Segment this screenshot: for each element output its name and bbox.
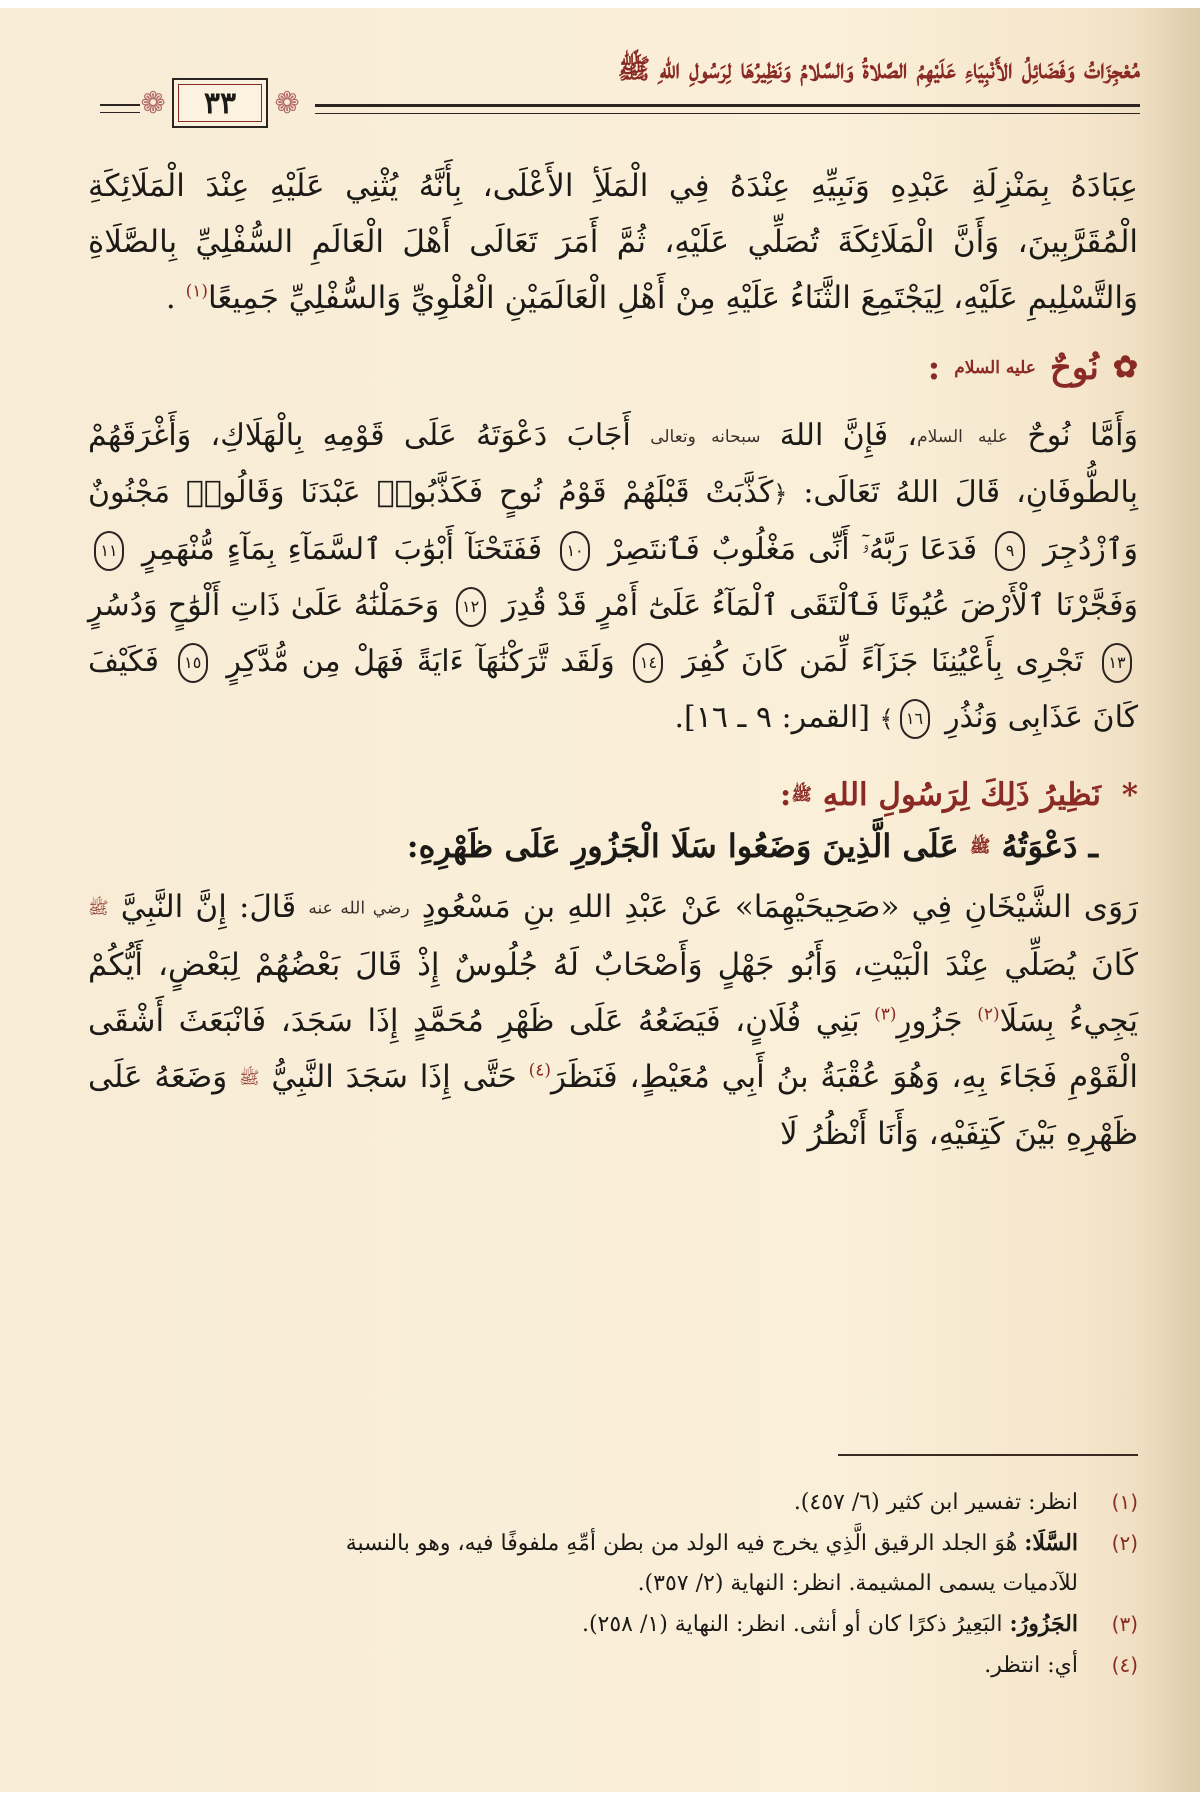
footnote-number: (٢) <box>1111 1531 1138 1555</box>
intro-paragraph <box>88 158 1138 326</box>
floral-ornament-icon: ❁ <box>274 85 300 121</box>
footnotes <box>88 1482 1138 1686</box>
narration-text: قَالَ: إِنَّ النَّبِيَّ <box>120 889 297 925</box>
honorific-glyph: عليه السلام <box>954 358 1036 378</box>
verse-text: وَحَمَلْنَٰهُ عَلَىٰ ذَاتِ أَلْوَٰحٍ وَدُسُرٍ <box>88 588 440 623</box>
section-heading-nuh <box>88 348 1138 388</box>
footnote-ref-1[interactable]: (١) <box>185 281 209 302</box>
verse-text: فَدَعَا رَبَّهُۥٓ أَنِّى مَغْلُوبٌ فَٱنتَصِرْ <box>607 532 978 567</box>
floral-ornament-icon: ❁ <box>140 85 166 121</box>
honorific-glyph: رضي الله عنه <box>308 898 410 919</box>
verse-text: وَلَقَد تَّرَكْنَٰهَآ ءَايَةً فَهَلْ مِن مُّدَّكِرٍ <box>226 644 615 679</box>
page-number-frame <box>172 78 268 128</box>
ayah-number-marker: ١١ <box>94 531 124 571</box>
book-page <box>0 8 1200 1792</box>
footnote-separator <box>838 1454 1138 1456</box>
running-header-title: مُعْجِزَاتُ وَفَضَائِلُ الأَنْبِيَاءِ عَلَيْهِمُ الصَّلاةُ وَالسَّلامُ وَنَظِيرُهَا لِرَسُولِ اللهِ ﷺ <box>617 54 1140 85</box>
parallel-subheading <box>88 827 1098 865</box>
nuh-text-2: ، فَإِنَّ اللهَ <box>779 418 918 453</box>
subheading-text-1: دَعْوَتُهُ <box>1001 827 1078 865</box>
narration-text: رَوَى الشَّيْخَانِ فِي «صَحِيحَيْهِمَا» عَنْ عَبْدِ اللهِ بنِ مَسْعُودٍ <box>421 889 1139 925</box>
header-rule <box>315 104 1140 114</box>
footnote-number: (٣) <box>1111 1612 1138 1636</box>
narration-text: جَزُورِ <box>896 1002 963 1039</box>
nuh-paragraph <box>88 408 1138 747</box>
parallel-heading <box>88 777 1138 813</box>
footnote-2 <box>88 1523 1138 1564</box>
parallel-heading-text: نَظِيرُ ذَلِكَ لِرَسُولِ اللهِ <box>822 777 1101 813</box>
honorific-glyph: ﷺ <box>239 1068 260 1088</box>
verse-text: وَفَجَّرْنَا ٱلْأَرْضَ عُيُونًا فَٱلْتَقَى ٱلْمَآءُ عَلَىٰٓ أَمْرٍ قَدْ قُدِرَ <box>501 588 1138 623</box>
honorific-glyph: ﷺ <box>969 837 991 857</box>
page-gutter-shadow <box>1140 8 1200 1792</box>
parallel-heading-colon: : <box>779 777 792 813</box>
subheading-text-2: عَلَى الَّذِينَ وَضَعُوا سَلَا الْجَزُورِ عَلَى ظَهْرِهِ: <box>406 827 959 865</box>
quran-close-bracket: ﴾ <box>879 705 894 733</box>
quran-open-bracket: ﴿ <box>773 480 788 508</box>
nuh-text-3: أَجَابَ دَعْوَتَهُ عَلَى قَوْمِهِ بِالْهَلَاكِ، وَأَغْرَقَهُمْ بِالطُّوفَانِ، قَالَ اللهُ تَعَالَى: <box>88 418 1138 510</box>
footnote-4 <box>88 1645 1138 1686</box>
quran-citation: [القمر: ٩ ـ ١٦]. <box>674 700 870 735</box>
ayah-number-marker: ١٠ <box>560 531 590 571</box>
narration-text: بَنِي فُلَانٍ، فَيَضَعُهُ عَلَى ظَهْرِ مُحَمَّدٍ إِذَا سَجَدَ، فَانْبَعَثَ أَشْقَى الْقَوْمِ فَجَاءَ بِهِ، وَهُوَ عُقْبَةُ بنُ أَبِي مُعَيْطٍ، فَنَظَرَ <box>88 1002 1139 1095</box>
footnote-3 <box>88 1604 1138 1645</box>
honorific-glyph: ﷺ <box>88 898 109 919</box>
footnote-ref-2[interactable]: (٢) <box>977 1004 1000 1025</box>
main-text <box>88 158 1138 1162</box>
footnote-2-continuation: للآدميات يسمى المشيمة. انظر: النهاية (٢/ ٣٥٧). <box>637 1571 1078 1596</box>
honorific-glyph: ﷺ <box>791 785 812 805</box>
dash-bullet: ـ <box>1088 827 1098 865</box>
verse-text: كَذَّبَتْ قَبْلَهُمْ قَوْمُ نُوحٍ فَكَذَّبُوا۟ عَبْدَنَا وَقَالُوا۟ مَجْنُونٌ وَٱزْدُجِرَ <box>88 475 1138 567</box>
star-bullet-icon: * <box>1121 777 1138 813</box>
narration-text: وَضَعَهُ عَلَى ظَهْرِهِ بَيْنَ كَتِفَيْهِ، وَأَنَا أَنْظُرُ لَا <box>88 1058 1138 1152</box>
ayah-number-marker: ١٤ <box>633 643 663 683</box>
page-number: ٣٣ <box>203 85 237 121</box>
footnote-ref-3[interactable]: (٣) <box>874 1004 897 1025</box>
verse-text: فَفَتَحْنَآ أَبْوَٰبَ ٱلسَّمَآءِ بِمَآءٍ مُّنْهَمِرٍ <box>141 532 543 567</box>
nuh-text-1: وَأَمَّا نُوحٌ <box>1027 418 1138 453</box>
intro-end: . <box>165 280 176 316</box>
footnote-1 <box>88 1482 1138 1523</box>
ayah-number-marker: ١٢ <box>456 587 486 627</box>
header-rule-left <box>100 104 140 113</box>
section-heading-colon: : <box>927 348 941 388</box>
flower-bullet-icon: ✿ <box>1112 350 1138 385</box>
honorific-glyph: سبحانه وتعالى <box>650 427 761 447</box>
ayah-number-marker: ٩ <box>995 531 1025 571</box>
footnote-text: أي: انتظر. <box>984 1653 1078 1678</box>
verse-text: فَكَيْفَ كَانَ عَذَابِى وَنُذُرِ <box>88 644 1138 735</box>
section-heading-text: نُوحٌ <box>1049 348 1099 388</box>
footnote-number: (٤) <box>1111 1653 1138 1677</box>
ayah-number-marker: ١٣ <box>1102 643 1132 683</box>
footnote-text: السَّلَا: هُوَ الجلد الرقيق الَّذِي يخرج فيه الولد من بطن أمِّهِ ملفوفًا فيه، وهو بالنسبة <box>345 1530 1078 1556</box>
narration-paragraph <box>88 879 1138 1162</box>
narration-text: حَتَّى إِذَا سَجَدَ النَّبِيُّ <box>271 1058 517 1095</box>
narration-text: كَانَ يُصَلِّي عِنْدَ الْبَيْتِ، وَأَبُو جَهْلٍ وَأَصْحَابٌ لَهُ جُلُوسٌ إِذْ قَالَ بَعْضُهُمْ لِبَعْضٍ، أَيُّكُمْ يَجِيءُ بِسَلَا <box>88 946 1139 1039</box>
footnote-text: انظر: تفسير ابن كثير (٦/ ٤٥٧). <box>793 1490 1078 1515</box>
footnote-ref-4[interactable]: (٤) <box>528 1060 552 1081</box>
intro-text: عِبَادَهُ بِمَنْزِلَةِ عَبْدِهِ وَنَبِيِّهِ عِنْدَهُ فِي الْمَلَأِ الأَعْلَى، بِأَنَّهُ يُثْنِي عَلَيْهِ عِنْدَ الْمَلَائِكَةِ الْمُقَرَّبِينَ، وَأَنَّ الْمَلَائِكَةَ تُصَلِّي عَلَيْهِ، ثُمَّ أَمَرَ تَعَالَى أَهْلَ الْعَالَمِ السُّفْلِيِّ بِالصَّلَاةِ وَالتَّسْلِيمِ عَلَيْهِ، لِيَجْتَمِعَ الثَّنَاءُ عَلَيْهِ مِنْ أَهْلِ الْعَالَمَيْنِ الْعُلْوِيِّ وَالسُّفْلِيِّ جَمِيعًا <box>88 168 1138 316</box>
ayah-number-marker: ١٥ <box>178 643 208 683</box>
verse-text: تَجْرِى بِأَعْيُنِنَا جَزَآءً لِّمَن كَانَ كُفِرَ <box>682 644 1084 679</box>
footnote-number: (١) <box>1111 1490 1138 1514</box>
honorific-glyph: عليه السلام <box>917 427 1009 447</box>
footnote-text: الجَزُورُ: البَعِيرُ ذكرًا كان أو أنثى. انظر: النهاية (١/ ٢٥٨). <box>581 1611 1078 1637</box>
ayah-number-marker: ١٦ <box>900 699 930 739</box>
